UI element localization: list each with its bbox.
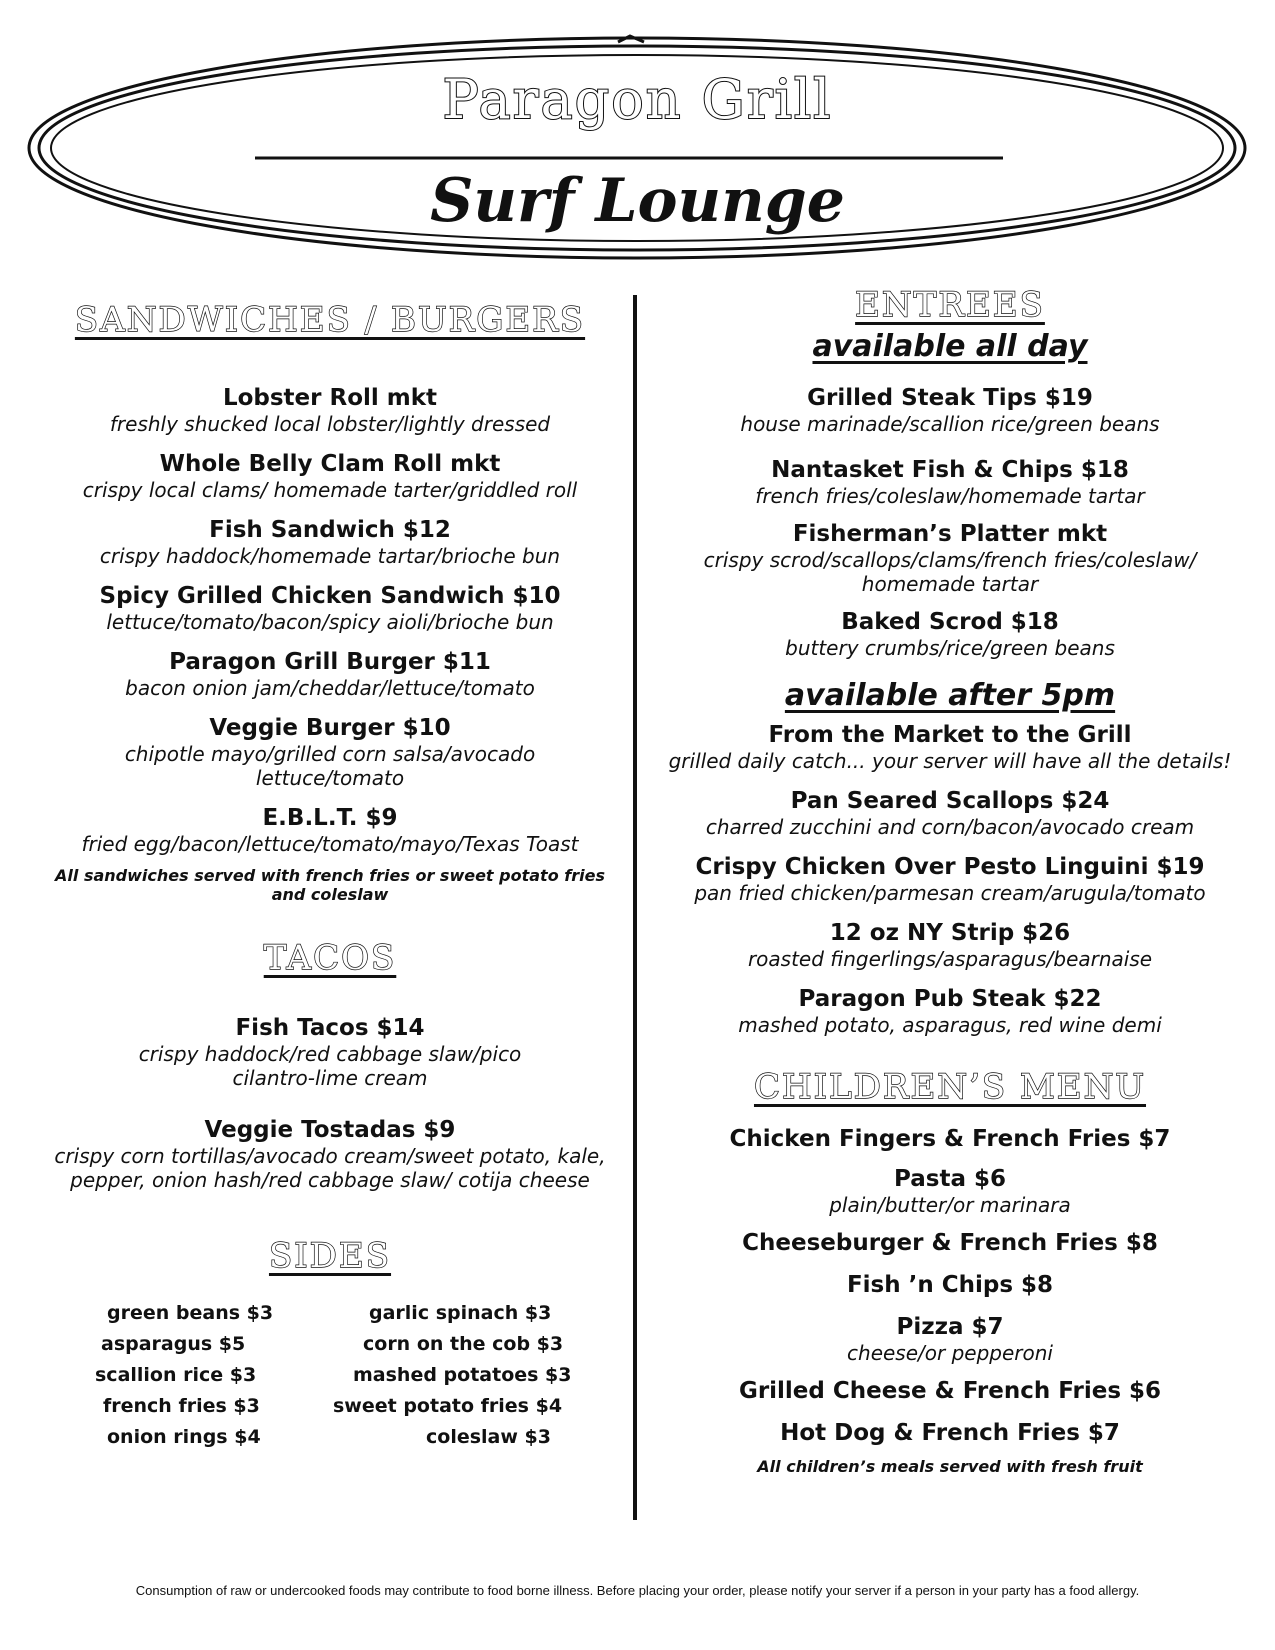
item-name: Lobster Roll mkt (222, 385, 438, 411)
item-name: Grilled Cheese & French Fries $6 (738, 1378, 1162, 1404)
all-day-subheading: available all day (812, 329, 1088, 364)
menu-item (655, 384, 1245, 436)
item-description: charred zucchini and corn/bacon/avocado cream (705, 815, 1195, 839)
left-column (45, 300, 615, 1462)
item-description: crispy local clams/ homemade tarter/griddled roll (82, 478, 578, 502)
item-name: Fish Sandwich $12 (209, 517, 451, 543)
item-name: Fish ’n Chips $8 (846, 1272, 1054, 1298)
item-description: french fries/coleslaw/homemade tartar (755, 484, 1145, 508)
item-name: Veggie Burger $10 (209, 715, 451, 741)
item-description: crispy haddock/homemade tartar/brioche bun (99, 544, 561, 568)
item-name: Paragon Pub Steak $22 (798, 986, 1102, 1012)
menu-item (655, 985, 1245, 1037)
menu-item (655, 853, 1245, 905)
item-description: homemade tartar (861, 572, 1039, 596)
item-description: grilled daily catch... your server will have all the details! (668, 749, 1232, 773)
item-name: Grilled Steak Tips $19 (807, 385, 1093, 411)
item-name: Nantasket Fish & Chips $18 (771, 457, 1129, 483)
item-description: lettuce/tomato (255, 766, 405, 790)
item-name: E.B.L.T. $9 (262, 805, 398, 831)
item-name: Pasta $6 (894, 1166, 1006, 1192)
item-name: From the Market to the Grill (768, 722, 1132, 748)
sandwiches-heading: SANDWICHES / BURGERS (74, 300, 586, 340)
item-name: Fish Tacos $14 (235, 1015, 425, 1041)
menu-item (655, 1229, 1245, 1257)
item-description: freshly shucked local lobster/lightly dressed (109, 412, 551, 436)
column-divider (633, 295, 637, 1520)
childrens-menu-heading: CHILDREN’S MENU (753, 1067, 1147, 1107)
restaurant-name: Paragon Grill (442, 68, 833, 131)
sandwiches-note: and coleslaw (271, 885, 389, 904)
menu-item (655, 1419, 1245, 1447)
menu-item (45, 516, 615, 568)
side-item: onion rings $4 (107, 1426, 261, 1448)
menu-item (655, 1271, 1245, 1299)
item-description: cheese/or pepperoni (847, 1341, 1053, 1365)
right-column (655, 285, 1245, 1476)
menu-item (655, 1313, 1245, 1365)
lounge-name: Surf Lounge (430, 166, 845, 236)
side-item: green beans $3 (107, 1302, 274, 1324)
childrens-note: All children’s meals served with fresh fruit (757, 1457, 1143, 1476)
item-name: Chicken Fingers & French Fries $7 (729, 1126, 1171, 1152)
item-name: Spicy Grilled Chicken Sandwich $10 (99, 583, 561, 609)
side-item: french fries $3 (103, 1395, 260, 1417)
side-item: asparagus $5 (101, 1333, 246, 1355)
menu-item (45, 450, 615, 502)
menu-item (655, 721, 1245, 773)
item-description: crispy scrod/scallops/clams/french fries/coleslaw/ (703, 548, 1197, 572)
item-description: pepper, onion hash/red cabbage slaw/ cotija cheese (70, 1168, 590, 1192)
menu-item (45, 648, 615, 700)
item-name: Pan Seared Scallops $24 (790, 788, 1110, 814)
side-item: sweet potato fries $4 (333, 1395, 563, 1417)
item-description: mashed potato, asparagus, red wine demi (738, 1013, 1162, 1037)
item-description: lettuce/tomato/bacon/spicy aioli/brioche bun (106, 610, 554, 634)
menu-item (45, 582, 615, 634)
item-description: chipotle mayo/grilled corn salsa/avocado (124, 742, 536, 766)
menu-header (0, 0, 1275, 280)
item-description: house marinade/scallion rice/green beans (740, 412, 1160, 436)
side-item: mashed potatoes $3 (353, 1364, 572, 1386)
menu-item (655, 787, 1245, 839)
item-description: buttery crumbs/rice/green beans (785, 636, 1115, 660)
item-name: 12 oz NY Strip $26 (829, 920, 1071, 946)
menu-item (45, 804, 615, 856)
item-description: crispy haddock/red cabbage slaw/pico (138, 1042, 522, 1066)
menu-item (45, 714, 615, 790)
item-description: plain/butter/or marinara (829, 1193, 1071, 1217)
entrees-heading: ENTREES (855, 285, 1045, 325)
side-item: corn on the cob $3 (363, 1333, 564, 1355)
item-description: fried egg/bacon/lettuce/tomato/mayo/Texas Toast (81, 832, 579, 856)
menu-item (655, 1165, 1245, 1217)
menu-item (45, 1116, 615, 1192)
item-name: Veggie Tostadas $9 (204, 1117, 456, 1143)
sides-heading: SIDES (268, 1236, 392, 1276)
after-5pm-subheading: available after 5pm (784, 678, 1116, 713)
item-description: cilantro-lime cream (232, 1066, 428, 1090)
item-description: bacon onion jam/cheddar/lettuce/tomato (125, 676, 535, 700)
item-name: Crispy Chicken Over Pesto Linguini $19 (695, 854, 1205, 880)
menu-item (655, 520, 1245, 596)
item-name: Whole Belly Clam Roll mkt (159, 451, 501, 477)
menu-item (655, 1377, 1245, 1405)
side-item: garlic spinach $3 (369, 1302, 552, 1324)
tacos-heading: TACOS (263, 938, 397, 978)
item-description: crispy corn tortillas/avocado cream/sweet potato, kale, (54, 1144, 606, 1168)
item-name: Cheeseburger & French Fries $8 (742, 1230, 1158, 1256)
sides-list (45, 1302, 615, 1462)
item-name: Fisherman’s Platter mkt (792, 521, 1108, 547)
menu-item (655, 1125, 1245, 1153)
item-name: Hot Dog & French Fries $7 (780, 1420, 1120, 1446)
oval-frame (0, 0, 1275, 280)
menu-item (45, 1014, 615, 1090)
sandwiches-note: All sandwiches served with french fries or sweet potato fries (55, 866, 605, 885)
menu-item (655, 456, 1245, 508)
side-item: coleslaw $3 (426, 1426, 551, 1448)
item-name: Baked Scrod $18 (841, 609, 1059, 635)
item-name: Pizza $7 (896, 1314, 1004, 1340)
menu-item (655, 919, 1245, 971)
item-description: pan fried chicken/parmesan cream/arugula/tomato (694, 881, 1206, 905)
item-description: roasted fingerlings/asparagus/bearnaise (747, 947, 1153, 971)
allergy-disclaimer: Consumption of raw or undercooked foods may contribute to food borne illness. Before placing your order, please notify your server if a person in your party has a food allergy. (135, 1583, 1140, 1598)
item-name: Paragon Grill Burger $11 (169, 649, 491, 675)
menu-item (45, 384, 615, 436)
side-item: scallion rice $3 (95, 1364, 257, 1386)
menu-item (655, 608, 1245, 660)
